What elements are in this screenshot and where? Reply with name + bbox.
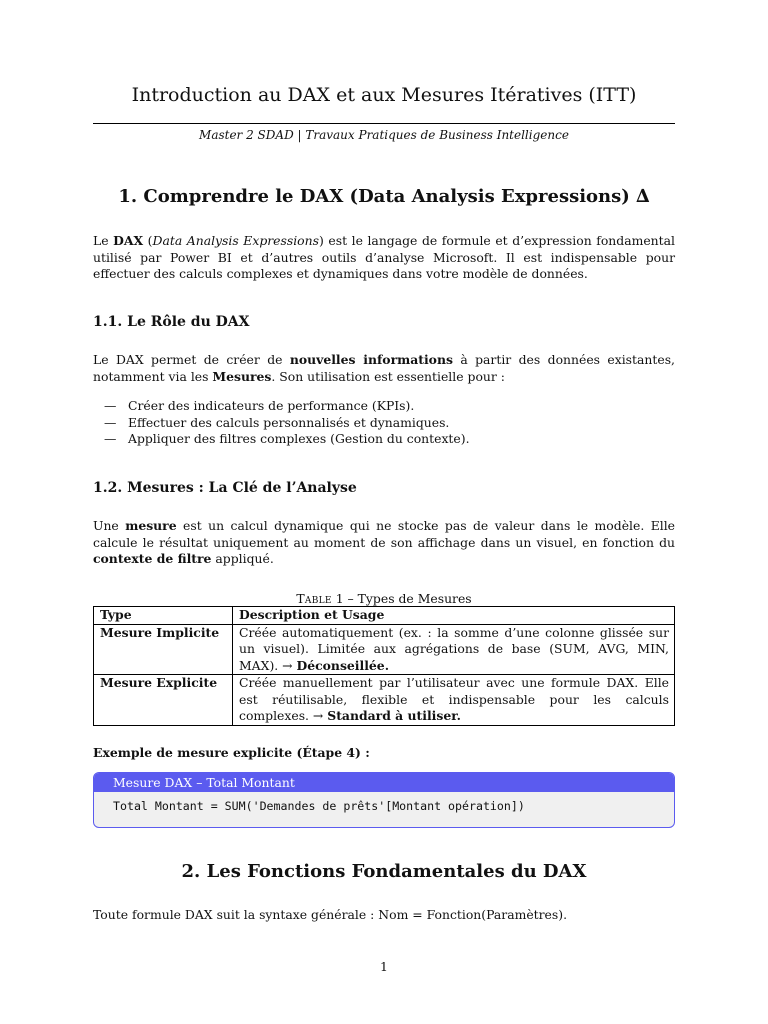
measures-table bbox=[93, 606, 675, 726]
table-header-row bbox=[94, 607, 675, 625]
example-label: Exemple de mesure explicite (Étape 4) : bbox=[93, 745, 370, 760]
intro-bold-dax: DAX bbox=[113, 233, 144, 248]
mesure-text-2: est un calcul dynamique qui ne stocke pas de valeur dans le modèle. Elle calcule le résultat uniquement au moment de son affichage dans un visuel, en fonction du bbox=[93, 518, 675, 550]
title-rule bbox=[93, 123, 675, 124]
intro-text-3: ) est le langage de formule et d’expression fondamental utilisé par Power BI et d’autres outils d’analyse Microsoft. Il est indispensable pour effectuer des calculs complexes et dynamiques dans votre modèle de données. bbox=[93, 233, 675, 281]
subsection-1-2-paragraph bbox=[93, 518, 675, 568]
list-item bbox=[104, 431, 664, 448]
table-cell-type: Mesure Explicite bbox=[94, 675, 233, 726]
table-caption-prefix: Table bbox=[296, 591, 332, 606]
table-header-description: Description et Usage bbox=[233, 607, 675, 625]
dash-marker: — bbox=[104, 414, 117, 430]
page-number: 1 bbox=[380, 959, 388, 974]
section-2-intro: Toute formule DAX suit la syntaxe générale : Nom = Fonction(Paramètres). bbox=[93, 907, 568, 922]
list-item-text: Effectuer des calculs personnalisés et dynamiques. bbox=[128, 414, 450, 430]
list-item-text: Appliquer des filtres complexes (Gestion du contexte). bbox=[128, 431, 470, 446]
code-box bbox=[93, 772, 675, 828]
subsection-1-1-heading: 1.1. Le Rôle du DAX bbox=[93, 314, 250, 330]
table-caption-text: 1 – Types de Mesures bbox=[331, 591, 472, 606]
mesure-bold-1: mesure bbox=[125, 518, 177, 533]
table-header-type: Type bbox=[94, 607, 233, 625]
role-text-2: à partir des données existantes, notamment via les bbox=[93, 352, 676, 384]
table-row bbox=[94, 675, 675, 726]
document-title: Introduction au DAX et aux Mesures Itératives (ITT) bbox=[131, 84, 637, 106]
code-line: Total Montant = SUM('Demandes de prêts'[Montant opération]) bbox=[113, 799, 525, 813]
code-box-title: Mesure DAX – Total Montant bbox=[94, 773, 674, 792]
cell-desc-text: Créée manuellement par l’utilisateur avec une formule DAX. Elle est réutilisable, flexible et indispensable pour les calculs complexes. → bbox=[239, 675, 669, 723]
mesure-bold-2: contexte de filtre bbox=[93, 551, 212, 566]
table-caption bbox=[0, 591, 768, 606]
role-text-1: Le DAX permet de créer de bbox=[93, 352, 290, 367]
section-2-heading: 2. Les Fonctions Fondamentales du DAX bbox=[181, 861, 587, 882]
list-item-text: Créer des indicateurs de performance (KPIs). bbox=[128, 398, 415, 413]
cell-desc-bold: Déconseillée. bbox=[296, 657, 390, 673]
table-row bbox=[94, 624, 675, 675]
section-1-heading: 1. Comprendre le DAX (Data Analysis Expressions) ∆ bbox=[118, 186, 650, 207]
table-cell-type: Mesure Implicite bbox=[94, 624, 233, 675]
intro-italic: Data Analysis Expressions bbox=[152, 233, 319, 248]
dash-marker: — bbox=[104, 431, 117, 446]
list-item bbox=[104, 398, 664, 415]
document-subtitle: Master 2 SDAD | Travaux Pratiques de Business Intelligence bbox=[199, 128, 569, 142]
mesure-text-1: Une bbox=[93, 518, 126, 533]
cell-desc-bold: Standard à utiliser. bbox=[327, 708, 461, 723]
dash-marker: — bbox=[104, 398, 117, 413]
section-1-intro bbox=[93, 233, 675, 283]
intro-text-1: Le bbox=[93, 233, 114, 248]
role-bold-1: nouvelles informations bbox=[289, 352, 453, 367]
role-bullet-list bbox=[104, 398, 664, 448]
table-cell-description bbox=[233, 675, 675, 726]
role-bold-2: Mesures bbox=[212, 368, 272, 384]
table-cell-description bbox=[233, 624, 675, 675]
subsection-1-2-heading: 1.2. Mesures : La Clé de l’Analyse bbox=[93, 480, 357, 496]
mesure-text-3: appliqué. bbox=[211, 551, 274, 566]
intro-text-2: ( bbox=[143, 233, 153, 248]
subsection-1-1-paragraph bbox=[93, 352, 675, 385]
cell-desc-text: Créée automatiquement (ex. : la somme d’une colonne glissée sur un visuel). Limitée aux agrégations de base (SUM, AVG, MIN, MAX). → bbox=[239, 624, 669, 673]
role-text-3: . Son utilisation est essentielle pour : bbox=[271, 368, 505, 384]
list-item bbox=[104, 415, 664, 432]
